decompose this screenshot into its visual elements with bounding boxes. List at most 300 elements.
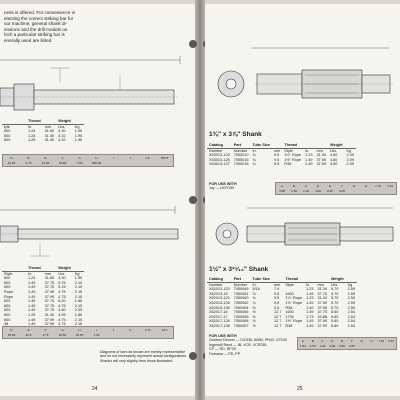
table-cell: 600 bbox=[4, 317, 11, 322]
table-cell: X52013-126 bbox=[209, 300, 230, 305]
dimension-value: 17.8 bbox=[42, 333, 49, 338]
table-cell: 600 bbox=[4, 312, 11, 317]
table-cell: 37.75 bbox=[44, 308, 55, 313]
diagram-disclaimer bbox=[100, 350, 190, 363]
table-cell: 2.15 bbox=[74, 322, 83, 327]
table-cell: 4.75 bbox=[58, 294, 66, 299]
dimension-value: 1.5 bbox=[145, 155, 150, 160]
table-cell: 2.15 bbox=[74, 303, 83, 308]
column-subheader: In. bbox=[252, 282, 257, 287]
spec-table-1 bbox=[2, 119, 84, 143]
table-cell: 7050068 bbox=[233, 319, 249, 324]
table-cell: 1.24 bbox=[28, 276, 36, 281]
compatibility-line: Gardner Denver — D41DB, 800M, PR43, CP100 bbox=[209, 338, 287, 343]
table-cell: 2.09 bbox=[74, 308, 83, 313]
table-cell: 4.75 bbox=[58, 322, 66, 327]
table-cell: 1.95 bbox=[74, 276, 83, 281]
table-cell: 37.75 bbox=[44, 285, 55, 290]
dimension-label: F bbox=[350, 338, 353, 343]
shank-2-dimension-strip bbox=[297, 337, 397, 350]
table-cell: 1.23 bbox=[305, 153, 313, 158]
table-cell: 9.5 bbox=[273, 291, 280, 296]
column-header: Tube Size bbox=[252, 143, 270, 147]
table-cell: 37.99 bbox=[317, 300, 328, 305]
compatibility-heading: FOR USE WITH bbox=[209, 182, 237, 186]
table-row bbox=[207, 162, 356, 167]
table-cell: 12.7 bbox=[273, 319, 282, 324]
dimension-value: 35.69 bbox=[7, 333, 16, 338]
table-cell: 1.49 bbox=[28, 308, 36, 313]
table-cell: 1.24 bbox=[28, 129, 36, 134]
table-cell: 4.30 bbox=[58, 276, 66, 281]
shank-2-compatibility bbox=[209, 334, 287, 356]
column-header: Part bbox=[232, 277, 251, 282]
table-cell: 1.49 bbox=[28, 303, 36, 308]
dimension-value: 10.55 bbox=[75, 333, 84, 338]
table-cell: 4.32 bbox=[58, 133, 66, 138]
table-cell: X53013-137 bbox=[209, 162, 230, 167]
table-cell: Rope bbox=[4, 294, 14, 299]
dimension-value: 9.80 bbox=[339, 344, 345, 349]
intro-line: ensions and the drill models on bbox=[4, 26, 68, 32]
dimension-label: A bbox=[280, 183, 283, 188]
dimension-value: 34.82 bbox=[58, 161, 67, 166]
table-cell: 600 bbox=[4, 299, 11, 304]
table-cell: 1700 bbox=[285, 314, 294, 319]
dimension-value: 26.84 bbox=[58, 333, 67, 338]
table-cell: 9.5 bbox=[273, 157, 280, 162]
dimension-value: 0.05 bbox=[339, 189, 345, 194]
binder-hole bbox=[189, 196, 197, 204]
table-cell: ⅜ bbox=[252, 296, 256, 301]
compatibility-line: Joy — HCR150 bbox=[209, 186, 234, 191]
table-cell: 1.95 bbox=[74, 129, 83, 134]
column-subheader: Kg bbox=[74, 124, 80, 129]
table-cell: ¾ bbox=[252, 153, 256, 158]
binder-hole bbox=[189, 40, 197, 48]
shank-2-title: 1½" x 3¹⁵⁄₁₆" Shank bbox=[209, 266, 269, 273]
table-cell: 2.15 bbox=[74, 317, 83, 322]
disclaimer-line: Diagrams of bars as shown are merely representative bbox=[100, 350, 186, 354]
table-cell: 5.70 bbox=[331, 305, 339, 310]
table-cell: 1.49 bbox=[306, 323, 314, 328]
table-cell: 5.60 bbox=[331, 310, 339, 315]
dimension-strip-1 bbox=[2, 154, 174, 167]
table-cell: 1½" Rope bbox=[284, 157, 302, 162]
table-cell: ½ bbox=[252, 319, 256, 324]
table-cell: 600 bbox=[4, 276, 11, 281]
dimension-value: 1.50 bbox=[93, 333, 100, 338]
table-cell: 1.73 bbox=[306, 314, 314, 319]
table-cell: 37.75 bbox=[317, 310, 328, 315]
column-subheader: Style bbox=[4, 271, 13, 276]
table-cell: ¾ bbox=[252, 162, 256, 167]
dimension-label: B bbox=[27, 155, 30, 160]
table-cell: 1.95 bbox=[74, 138, 83, 143]
table-cell: X53013-126 bbox=[209, 157, 230, 162]
table-cell: 4.75 bbox=[58, 317, 66, 322]
column-subheader: mm bbox=[273, 148, 281, 153]
table-cell: X52017-138 bbox=[209, 323, 230, 328]
table-cell: 31.30 bbox=[44, 312, 55, 317]
disclaimer-line: and do not necessarily represent actual configurations. bbox=[100, 354, 188, 359]
dimension-label: F bbox=[44, 327, 47, 332]
column-subheader: Style bbox=[284, 148, 293, 153]
table-cell: 4.60 bbox=[329, 153, 338, 158]
dimension-label: G bbox=[352, 183, 356, 188]
table-cell: 1.49 bbox=[305, 157, 313, 162]
table-cell: 1.23 bbox=[306, 296, 314, 301]
dimension-value: 1.25 bbox=[303, 189, 309, 194]
column-subheader: In. bbox=[28, 124, 33, 129]
shank-2-table bbox=[207, 277, 357, 329]
table-cell: 2.10 bbox=[74, 285, 83, 290]
table-cell: X52017-17 bbox=[209, 314, 228, 319]
table-cell: 37.75 bbox=[44, 299, 55, 304]
dimension-value: 159.5 bbox=[160, 155, 169, 160]
dimension-label: I bbox=[96, 327, 97, 332]
table-cell: 600 bbox=[4, 138, 11, 143]
table-cell: 600 bbox=[4, 303, 11, 308]
table-cell: 7050065 bbox=[233, 314, 249, 319]
dimension-value: 41.65 bbox=[7, 161, 16, 166]
table-cell: 2.54 bbox=[347, 323, 355, 328]
table-cell: ¾ bbox=[252, 157, 256, 162]
table-cell: 2.54 bbox=[347, 310, 355, 315]
dimension-label: H bbox=[78, 327, 81, 332]
table-cell: 1.25 bbox=[28, 138, 36, 143]
table-cell: 1.49 bbox=[306, 300, 314, 305]
page-number-right: 25 bbox=[297, 386, 303, 392]
table-cell: 4.75 bbox=[58, 289, 66, 294]
dimension-label: H bbox=[95, 155, 98, 160]
dimension-value: 7.64 bbox=[76, 161, 83, 166]
compatibility-line: Furkawa — PD, PP bbox=[209, 351, 241, 356]
table-cell: X52017-16 bbox=[209, 310, 228, 315]
table-cell: 600 bbox=[4, 285, 11, 290]
dimension-value: 3.94 bbox=[388, 338, 394, 343]
table-cell: 12.7 bbox=[273, 314, 282, 319]
dimension-label: H bbox=[370, 338, 373, 343]
table-cell: Rope bbox=[4, 289, 14, 294]
table-cell: 9.5 bbox=[273, 296, 280, 301]
table-cell: 2.09 bbox=[346, 153, 354, 158]
dimension-label: D bbox=[10, 155, 13, 160]
table-cell: 2.09 bbox=[346, 162, 354, 167]
table-cell: 5.60 bbox=[331, 323, 339, 328]
table-cell: 37.99 bbox=[317, 319, 328, 324]
table-cell: 9.5 bbox=[273, 162, 280, 167]
shank-drawing-3 bbox=[207, 44, 397, 124]
dimension-label: E bbox=[44, 155, 47, 160]
table-cell: 38 bbox=[4, 322, 9, 327]
dimension-value: 1.25 bbox=[319, 344, 326, 349]
table-cell: 37.99 bbox=[44, 322, 55, 327]
dimension-label: H bbox=[364, 183, 368, 188]
column-subheader: Lbs. bbox=[58, 271, 66, 276]
intro-line: electing the correct striking bar for bbox=[4, 15, 74, 21]
table-cell: 7050069 bbox=[233, 287, 249, 292]
disclaimer-line: Shanks will vary slightly from those illustrated. bbox=[100, 358, 174, 363]
column-subheader: Number bbox=[233, 282, 248, 287]
table-cell: 1.85 bbox=[74, 312, 83, 317]
column-header: Thread bbox=[283, 277, 304, 282]
dimension-label: J bbox=[112, 327, 115, 332]
table-cell: 7050060 bbox=[233, 296, 249, 301]
table-cell: 37.99 bbox=[44, 294, 55, 299]
table-cell: 7050016 bbox=[233, 157, 249, 162]
column-subheader: In. bbox=[252, 148, 257, 153]
table-cell: R38 bbox=[285, 305, 293, 310]
column-subheader: mm bbox=[273, 282, 281, 287]
table-cell: 7050067 bbox=[233, 323, 249, 328]
dimension-value: 2.13 bbox=[387, 183, 393, 188]
table-cell: 1.49 bbox=[306, 319, 314, 324]
column-header: Weight bbox=[58, 119, 71, 123]
column-subheader: Kg bbox=[74, 271, 80, 276]
column-header: Thread bbox=[282, 143, 303, 148]
table-cell: 31.34 bbox=[317, 296, 328, 301]
left-page bbox=[0, 4, 195, 396]
dimension-value: 960.90 bbox=[91, 161, 102, 166]
dimension-value: 42.5 bbox=[25, 333, 32, 338]
dimension-value: 3.88 bbox=[279, 189, 285, 194]
table-cell: 1.49 bbox=[28, 299, 36, 304]
binder-hole bbox=[189, 352, 197, 360]
column-subheader: Kg bbox=[346, 148, 352, 153]
table-cell: 5.70 bbox=[331, 300, 339, 305]
table-cell: 2.59 bbox=[347, 300, 355, 305]
table-cell: 7.9 bbox=[273, 287, 280, 292]
table-cell: 4.60 bbox=[329, 162, 338, 167]
column-subheader: Number bbox=[209, 282, 223, 287]
column-subheader: In. bbox=[305, 148, 310, 153]
table-cell: 37.99 bbox=[317, 323, 328, 328]
column-subheader: In. bbox=[306, 282, 311, 287]
dimension-value: 1.91 bbox=[299, 344, 306, 349]
table-cell: 2.10 bbox=[74, 280, 83, 285]
shank-1-table bbox=[207, 143, 356, 167]
dimension-value: 1.75 bbox=[375, 183, 381, 188]
table-cell: ⅜ bbox=[252, 305, 256, 310]
table-cell: X52013-120 bbox=[209, 296, 230, 301]
table-cell: 1.25 bbox=[28, 133, 36, 138]
table-cell: 7050062 bbox=[233, 300, 249, 305]
dimension-label: D bbox=[316, 183, 320, 188]
table-cell: 1.49 bbox=[28, 289, 36, 294]
table-cell: 1600 bbox=[285, 310, 294, 315]
shank-1-title: 1⅜" x 3⅞" Shank bbox=[209, 131, 262, 138]
table-cell: 37.99 bbox=[44, 289, 55, 294]
table-cell: 1.25 bbox=[28, 312, 36, 317]
dimension-label: F bbox=[341, 183, 343, 188]
dimension-label: B bbox=[292, 183, 295, 188]
shank-drawing-2 bbox=[0, 204, 190, 264]
table-cell: 1¼" Rope bbox=[284, 153, 302, 158]
table-cell: 600 bbox=[4, 133, 11, 138]
table-cell: 5.70 bbox=[331, 291, 339, 296]
column-header: Catalog bbox=[207, 143, 232, 148]
dimension-label: F bbox=[61, 155, 64, 160]
table-cell: 1.49 bbox=[28, 317, 36, 322]
table-cell: 9.5 bbox=[273, 305, 280, 310]
table-cell: 31.34 bbox=[316, 153, 326, 158]
dimension-label: A bbox=[301, 338, 304, 343]
column-subheader: Number bbox=[233, 148, 248, 153]
shank-1-compatibility bbox=[209, 182, 237, 191]
table-cell: 5.70 bbox=[331, 287, 339, 292]
column-subheader: In. bbox=[28, 271, 33, 276]
table-cell: 31.60 bbox=[44, 276, 55, 281]
table-cell: 1.49 bbox=[305, 162, 313, 167]
table-cell: 37.75 bbox=[44, 303, 55, 308]
dimension-label: B bbox=[311, 338, 314, 343]
table-cell: 1600 bbox=[285, 291, 294, 296]
table-cell: 1.23 bbox=[306, 287, 314, 292]
table-cell: 31.60 bbox=[44, 129, 55, 134]
table-cell: 2.54 bbox=[347, 314, 355, 319]
table-cell: R38 bbox=[284, 162, 292, 167]
column-subheader: tyle bbox=[4, 124, 10, 129]
table-cell: 4.60 bbox=[58, 308, 66, 313]
table-cell: 5.60 bbox=[331, 314, 339, 319]
dimension-label: E bbox=[27, 327, 30, 332]
column-header: Weight bbox=[58, 266, 71, 270]
table-cell: 4.60 bbox=[329, 157, 338, 162]
table-cell: 37.69 bbox=[316, 162, 326, 167]
page-number-left: 24 bbox=[92, 386, 98, 392]
table-cell: 37.99 bbox=[44, 317, 55, 322]
intro-paragraph bbox=[4, 10, 154, 44]
shank-1-dimension-strip bbox=[275, 182, 397, 195]
dimension-label: E bbox=[341, 338, 344, 343]
column-subheader: Number bbox=[209, 148, 223, 153]
dimension-value: 8.25 bbox=[327, 189, 333, 194]
intro-line: hich a particular striking bar is bbox=[4, 32, 65, 38]
table-cell: 1.49 bbox=[28, 322, 36, 327]
dimension-value: 1.75 bbox=[144, 327, 151, 332]
dimension-value: 21.66 bbox=[41, 161, 50, 166]
table-cell: 5.15 bbox=[58, 285, 66, 290]
dimension-value: 4.00 bbox=[329, 344, 336, 349]
table-cell: 5.75 bbox=[58, 280, 66, 285]
table-cell: 5/16 bbox=[252, 287, 260, 292]
dimension-label: C bbox=[304, 183, 308, 188]
right-page bbox=[205, 4, 400, 396]
dimension-value: 1.84 bbox=[378, 338, 385, 343]
column-header: Weight bbox=[329, 143, 343, 147]
shank-drawing-4 bbox=[207, 204, 397, 264]
table-cell: 31.30 bbox=[44, 138, 55, 143]
table-cell: 7050018 bbox=[233, 162, 249, 167]
table-cell: 6.20 bbox=[58, 299, 66, 304]
table-cell: 600 bbox=[4, 129, 11, 134]
column-subheader: mm bbox=[316, 148, 323, 153]
column-header: Part bbox=[232, 143, 251, 148]
table-cell: 7050064 bbox=[233, 305, 249, 310]
compatibility-heading: FOR USE WITH bbox=[209, 334, 237, 338]
column-header: Tube Size bbox=[252, 277, 270, 281]
column-header: Weight bbox=[331, 277, 344, 281]
table-cell: 37.75 bbox=[44, 280, 55, 285]
compatibility-line: CP — RD, RP25 bbox=[209, 347, 236, 352]
table-cell: 43.88 bbox=[317, 314, 328, 319]
table-cell: 12.7 bbox=[273, 323, 282, 328]
table-cell: X52013-15 bbox=[209, 291, 228, 296]
table-cell: 1¼" Rope bbox=[285, 296, 303, 301]
spec-table-2 bbox=[2, 266, 84, 327]
column-header: Thread bbox=[28, 266, 41, 270]
table-cell: ½ bbox=[252, 314, 256, 319]
table-cell: 1.49 bbox=[28, 280, 36, 285]
column-header: Thread bbox=[28, 119, 41, 123]
table-row bbox=[207, 324, 357, 329]
table-cell: X52017-126 bbox=[209, 319, 230, 324]
dimension-value: 2.78 bbox=[25, 161, 32, 166]
table-cell: 37.69 bbox=[316, 157, 326, 162]
table-cell: 2.59 bbox=[347, 305, 355, 310]
table-cell: 12.7 bbox=[273, 310, 282, 315]
table-cell: 31.34 bbox=[317, 287, 328, 292]
column-subheader: mm bbox=[317, 282, 324, 287]
dimension-value: 4.00 bbox=[315, 189, 321, 194]
table-cell: 2.15 bbox=[74, 294, 83, 299]
table-cell: R38 bbox=[285, 323, 293, 328]
table-cell: 31.30 bbox=[44, 133, 55, 138]
table-cell: 2.59 bbox=[347, 291, 355, 296]
table-cell: 1.49 bbox=[306, 291, 314, 296]
column-subheader: Style bbox=[285, 282, 294, 287]
dimension-value: 10.3 bbox=[161, 327, 168, 332]
table-cell: 2.59 bbox=[347, 287, 355, 292]
table-cell: 600 bbox=[4, 308, 11, 313]
table-cell: 1½" Rope bbox=[285, 319, 303, 324]
column-header: Catalog bbox=[207, 277, 232, 282]
table-cell: X52013-120 bbox=[209, 287, 230, 292]
table-row bbox=[2, 138, 84, 143]
table-cell: 4.32 bbox=[58, 138, 66, 143]
table-cell: 7050010 bbox=[233, 153, 249, 158]
dimension-label: D bbox=[331, 338, 334, 343]
table-cell: 1.49 bbox=[28, 285, 36, 290]
dimension-value: 1.38 bbox=[291, 189, 297, 194]
dimension-strip-2 bbox=[2, 326, 174, 339]
table-cell: 5.60 bbox=[331, 319, 339, 324]
table-cell: 5.70 bbox=[331, 296, 339, 301]
intro-line: ness is offered. For convenience in bbox=[4, 10, 76, 15]
dimension-label: G bbox=[61, 327, 64, 332]
dimension-label: D bbox=[10, 327, 13, 332]
table-cell: ⅜ bbox=[252, 300, 256, 305]
table-cell: 9.5 bbox=[273, 300, 280, 305]
dimension-label: K bbox=[129, 327, 132, 332]
column-subheader: Kg bbox=[347, 282, 353, 287]
table-cell: 1½" Rope bbox=[285, 300, 303, 305]
dimension-label: G bbox=[78, 155, 81, 160]
table-cell: 37.99 bbox=[317, 305, 328, 310]
intro-line: enerally used are listed. bbox=[4, 37, 53, 43]
table-cell: 1.49 bbox=[306, 305, 314, 310]
dimension-label: E bbox=[328, 183, 331, 188]
table-cell: 4.75 bbox=[58, 303, 66, 308]
compatibility-line: Ingersoll Rand — IB, VCR, VCR255 bbox=[209, 342, 267, 347]
table-cell: 600 bbox=[4, 280, 11, 285]
table-cell: 4.09 bbox=[58, 312, 66, 317]
table-cell: 2.54 bbox=[347, 319, 355, 324]
table-cell: 7050066 bbox=[233, 310, 249, 315]
table-cell: 1.65 bbox=[74, 299, 83, 304]
table-cell: ⅜ bbox=[252, 291, 256, 296]
